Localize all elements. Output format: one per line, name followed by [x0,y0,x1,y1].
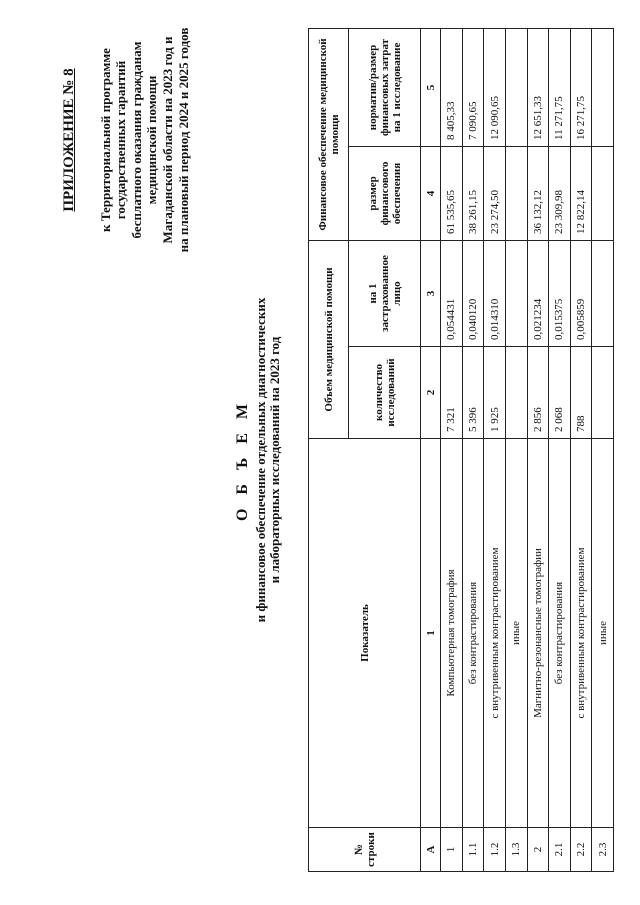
table-row [441,28,463,871]
header-amount: размер финансового обеспечения [349,146,421,240]
table-header-row [309,28,349,871]
data-table [308,28,614,872]
appendix-line: Магаданской области на 2023 год и [159,36,175,244]
row-amount: 61 535,65 [441,146,463,240]
row-norm: 16 271,75 [570,28,592,146]
row-amount: 12 822,14 [570,146,592,240]
table-numbering-row [421,28,441,871]
table-row [549,28,571,871]
row-amount: 38 261,15 [462,146,484,240]
table-row [505,28,527,871]
header-volume-group: Объем медицинской помощи [309,240,349,438]
table-row [462,28,484,871]
appendix-block [62,10,191,270]
row-per-person: 0,054431 [441,240,463,346]
row-per-person [592,240,614,346]
row-norm: 12 651,33 [527,28,549,146]
row-per-person: 0,040120 [462,240,484,346]
header-norm: норматив/размер финансовых затрат на 1 исследование [349,28,421,146]
row-number: 1.1 [462,828,484,872]
header-per-person: на 1 застрахованное лицо [349,240,421,346]
heading-line: и лабораторных исследований на 2023 год [267,336,282,584]
row-number: 1 [441,828,463,872]
numbering-cell: 5 [421,28,441,146]
numbering-cell: 4 [421,146,441,240]
row-count [505,347,527,439]
row-count [592,347,614,439]
appendix-line: к Территориальной программе [97,48,113,232]
heading-line: и финансовое обеспечение отдельных диагностических [253,297,268,623]
row-norm: 11 271,75 [549,28,571,146]
row-number: 2.2 [570,828,592,872]
table-row [484,28,506,871]
numbering-cell: 3 [421,240,441,346]
header-finance-group: Финансовое обеспечение медицинской помощи [309,28,349,240]
row-number: 2.1 [549,828,571,872]
row-per-person: 0,005859 [570,240,592,346]
row-amount [505,146,527,240]
row-norm: 7 090,65 [462,28,484,146]
numbering-cell: А [421,828,441,872]
row-norm: 12 090,65 [484,28,506,146]
row-count: 1 925 [484,347,506,439]
row-amount: 23 274,50 [484,146,506,240]
row-number: 1.3 [505,828,527,872]
table-row [592,28,614,871]
row-count: 2 856 [527,347,549,439]
row-number: 1.2 [484,828,506,872]
row-norm [505,28,527,146]
row-number: 2 [527,828,549,872]
row-norm: 8 405,33 [441,28,463,146]
appendix-line: бесплатного оказания гражданам [128,41,144,239]
header-row-no: № строки [309,828,421,872]
heading-title: О Б Ъ Е М [234,398,251,522]
appendix-line: на плановый период 2024 и 2025 годов [175,27,191,253]
row-indicator: без контрастирования [462,439,484,828]
row-count: 788 [570,347,592,439]
row-amount: 36 132,12 [527,146,549,240]
row-indicator: Компьютерная томография [441,439,463,828]
appendix-line: медицинской помощи [144,75,160,205]
row-amount: 23 309,98 [549,146,571,240]
document-heading [236,245,282,675]
header-count: количество исследований [349,347,421,439]
row-per-person: 0,014310 [484,240,506,346]
table-row [570,28,592,871]
row-indicator: иные [505,439,527,828]
row-amount [592,146,614,240]
numbering-cell: 1 [421,439,441,828]
table-row [527,28,549,871]
appendix-title: ПРИЛОЖЕНИЕ № 8 [61,68,77,212]
row-count: 5 396 [462,347,484,439]
row-indicator: с внутривенным контрастированием [570,439,592,828]
row-indicator: иные [592,439,614,828]
row-per-person: 0,015375 [549,240,571,346]
row-count: 2 068 [549,347,571,439]
row-per-person: 0,021234 [527,240,549,346]
appendix-line: государственных гарантий [113,60,129,220]
row-indicator: без контрастирования [549,439,571,828]
header-indicator: Показатель [309,439,421,828]
numbering-cell: 2 [421,347,441,439]
row-indicator: с внутривенным контрастированием [484,439,506,828]
row-indicator: Магнитно-резонансные томографии [527,439,549,828]
row-per-person [505,240,527,346]
row-norm [592,28,614,146]
row-number: 2.3 [592,828,614,872]
row-count: 7 321 [441,347,463,439]
